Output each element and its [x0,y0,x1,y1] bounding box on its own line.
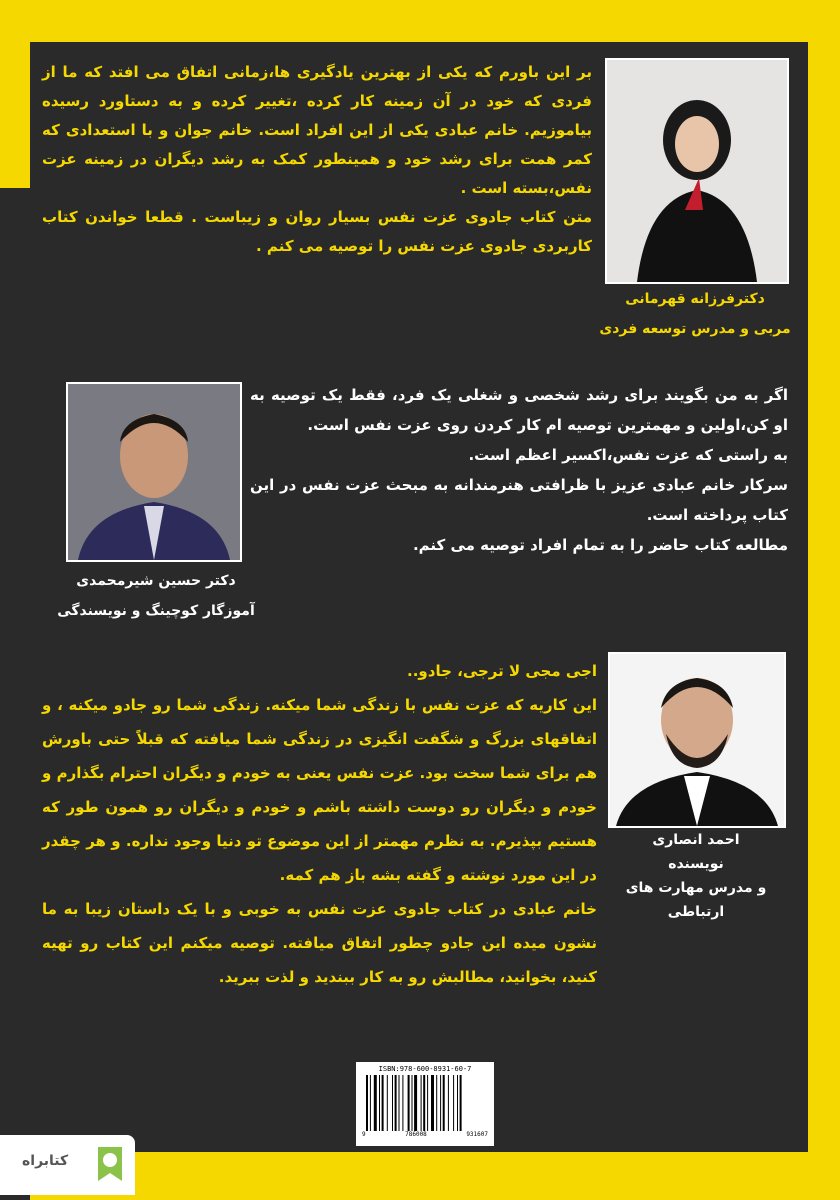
section3-text [42,654,597,994]
barcode-bar [374,1075,377,1131]
barcode-bar [453,1075,454,1131]
ketabrah-logo [0,1135,135,1195]
barcode-bars [362,1075,488,1131]
barcode-bar [414,1075,417,1131]
barcode-bar [460,1075,462,1131]
left-dark-strip [0,188,30,1200]
section1-caption [595,284,795,344]
barcode-bar [379,1075,380,1131]
author-role: نویسنده [668,856,724,872]
barcode-bar [392,1075,393,1131]
section2-text [250,380,788,560]
isbn-digit-first: 9 [362,1131,366,1138]
author-name: دکترفرزانه قهرمانی [625,291,765,307]
barcode-bar [412,1075,413,1131]
section2-paragraph-1: اگر به من بگویند برای رشد شخصی و شغلی یک فرد، فقط یک توصیه به او کن،اولین و مهمترین توصیه ام کار کردن روی عزت نفس است. [250,386,788,434]
section2-paragraph-4: مطالعه کتاب حاضر را به تمام افراد توصیه می کنم. [412,536,788,554]
author-photo-shirmohammadi [66,382,242,562]
logo-text: کتابراه [22,1153,69,1169]
isbn-barcode [356,1062,494,1146]
isbn-digits-left: 786008 [405,1131,427,1138]
barcode-bar [421,1075,422,1131]
author-photo-ansari [608,652,786,828]
barcode-bar [366,1075,368,1131]
author-title: مربی و مدرس توسعه فردی [599,321,791,337]
barcode-bar [399,1075,400,1131]
section3-caption [596,828,796,924]
barcode-bar [370,1075,371,1131]
isbn-label: ISBN:978-600-8931-60-7 [378,1065,472,1073]
book-icon [92,1145,128,1185]
barcode-bar [408,1075,410,1131]
barcode-bar [387,1075,388,1131]
section1-text [42,58,592,261]
section3-paragraph-3: خانم عبادی در کتاب جادوی عزت نفس به خوبی و با یک داستان زیبا به ما نشون میده این جادو چطور اتفاق میافته. توصیه میکنم این کتاب رو تهیه کنید، بخوانید، مطالبش رو به کار ببندید و لذت ببرید. [42,900,597,986]
barcode-bar [440,1075,441,1131]
barcode-bar [436,1075,437,1131]
section3-paragraph-1: اجی مجی لا ترجی، جادو.. [407,662,597,680]
barcode-bar [395,1075,397,1131]
section1-paragraph-1: بر این باورم که یکی از بهترین یادگیری ها،زمانی اتفاق می افتد که ما از فردی که خود در آن زمینه کار کرده ،تغییر کرده و به دستاورد رسیده بیاموزیم. خانم عبادی یکی از این افراد است. خانم جوان و با استعدادی که کمر همت برای رشد خود و همینطور کمک به رشد دیگران در زمینه عزت نفس،بسته است . [42,63,592,197]
author-photo-ghahremani [605,58,789,284]
barcode-bar [427,1075,428,1131]
author-name: دکتر حسین شیرمحمدی [76,573,236,589]
section3-paragraph-2: این کاریه که عزت نفس با زندگی شما میکنه. زندگی شما رو جادو میکنه ، و اتفاقهای بزرگ و شگفت انگیزی در زندگی شما میافته که قبلاً حتی باورش هم برای شما سخت بود. عزت نفس یعنی به خودم و دیگران احترام بگذارم و خودم و دیگران رو دوست داشته باشم و خودم و دیگران رو همون طور که هستیم بپذیرم. به نظرم مهمتر از این موضوع تو دنیا وجود نداره. و هر چقدر در این مورد نوشته و گفته بشه باز هم کمه. [42,696,597,884]
barcode-bar [457,1075,458,1131]
isbn-digits-right: 931607 [466,1131,488,1138]
barcode-bar [431,1075,434,1131]
author-title: آموزگار کوچینگ و نویسندگی [57,603,255,619]
author-title: و مدرس مهارت های ارتباطی [625,880,767,920]
section2-paragraph-2: به راستی که عزت نفس،اکسیر اعظم است. [468,446,788,464]
barcode-bar [402,1075,403,1131]
section2-caption [56,566,256,626]
section2-paragraph-3: سرکار خانم عبادی عزیز با ظرافتی هنرمندانه به مبحث عزت نفس در این کتاب پرداخته است. [250,476,788,524]
section1-paragraph-2: متن کتاب جادوی عزت نفس بسیار روان و زیباست . قطعا خواندن کتاب کاربردی جادوی عزت نفس را توصیه می کنم . [42,208,592,255]
author-name: احمد انصاری [652,832,740,848]
barcode-bar [448,1075,449,1131]
barcode-bar [423,1075,425,1131]
barcode-bar [382,1075,384,1131]
barcode-bar [443,1075,445,1131]
